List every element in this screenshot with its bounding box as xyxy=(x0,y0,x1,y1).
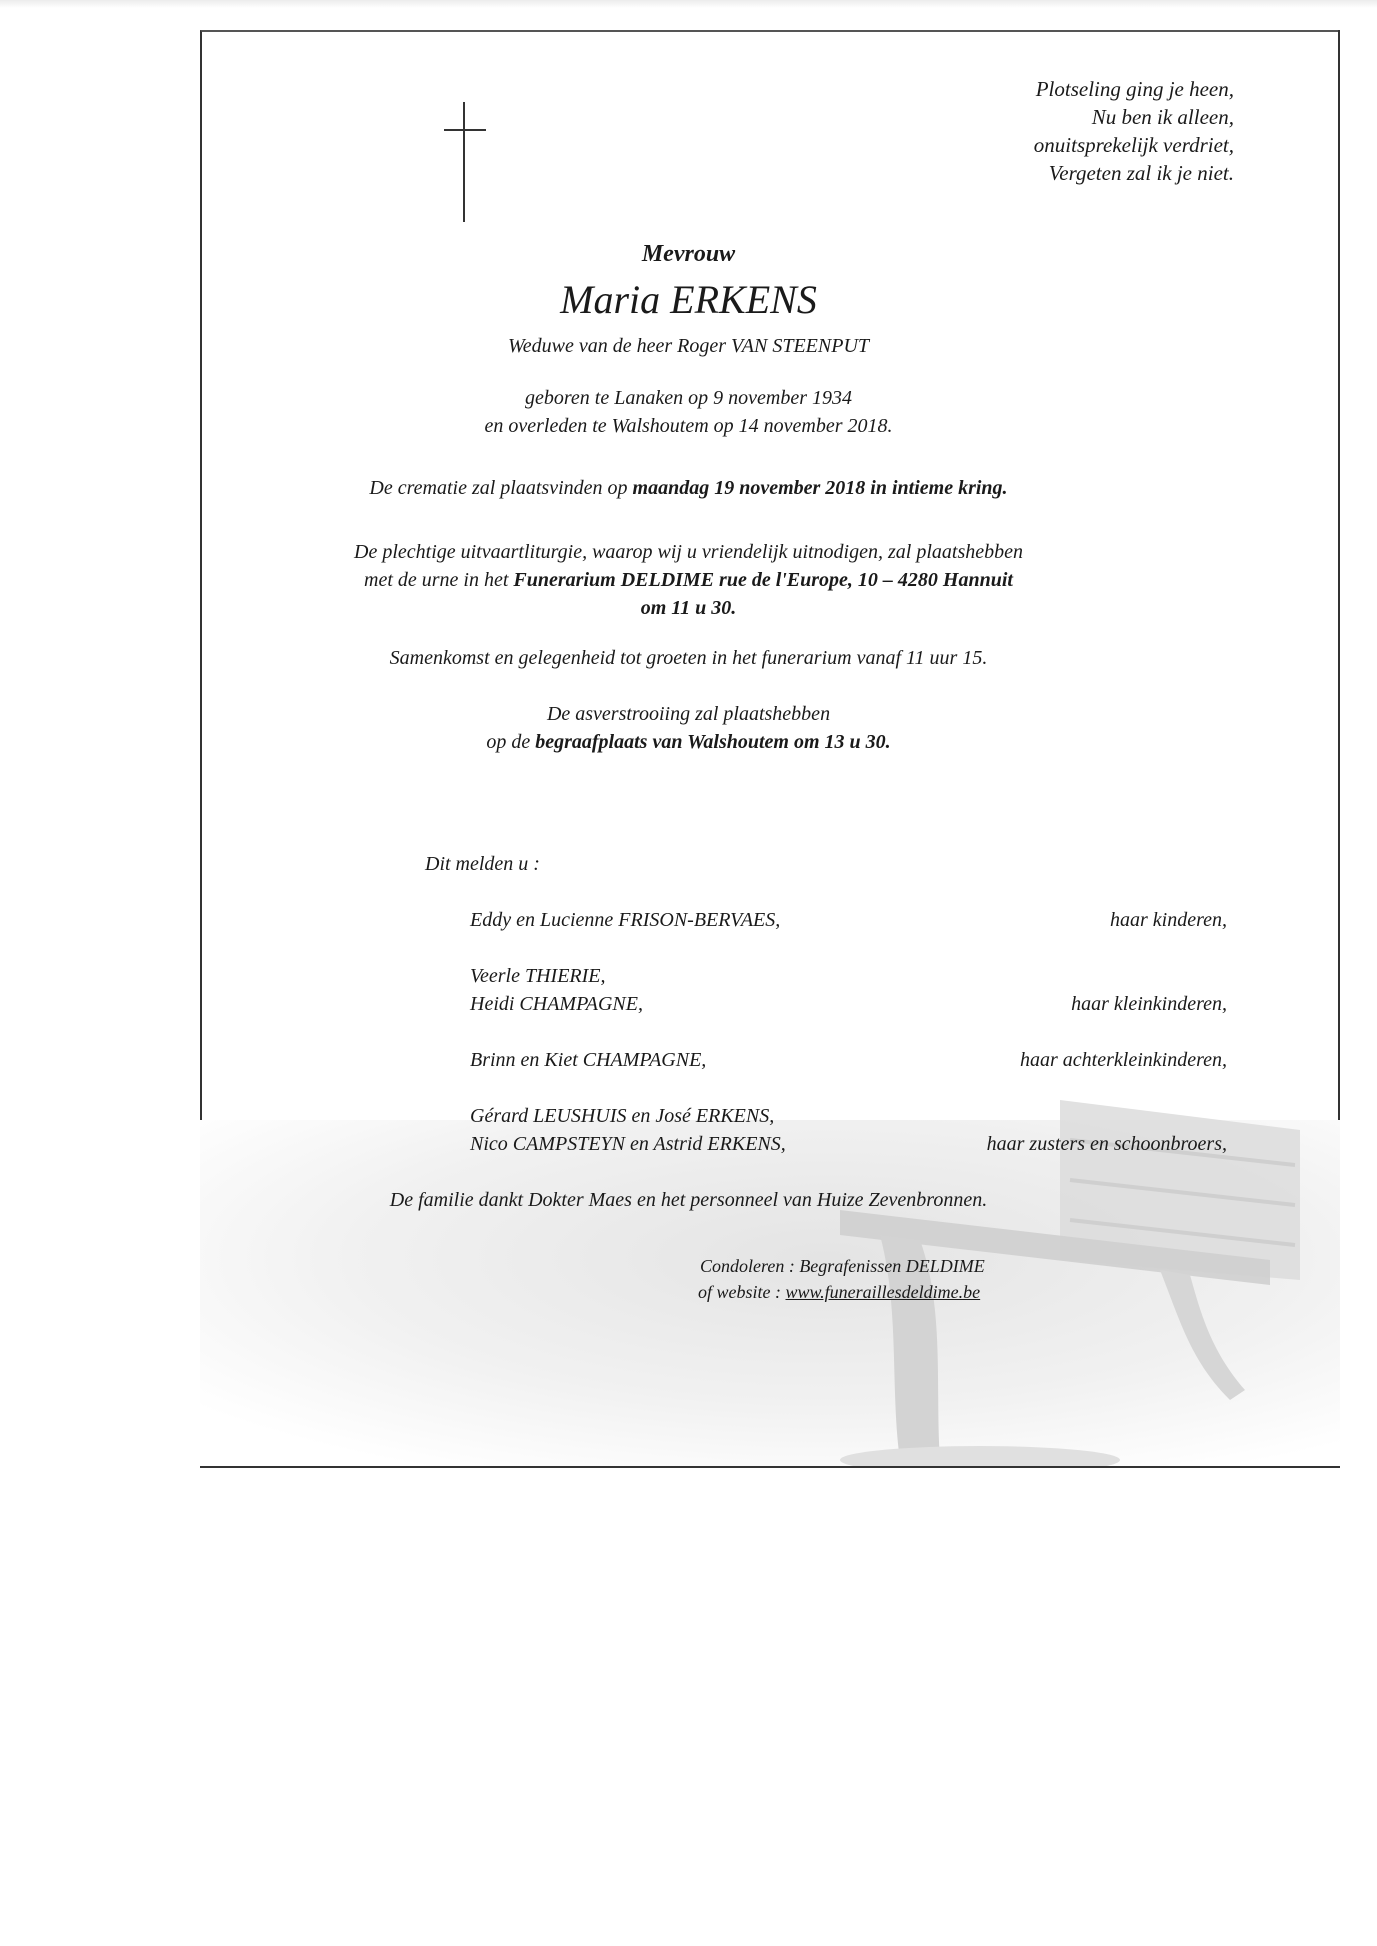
cremation-date: maandag 19 november 2018 in intieme kring. xyxy=(632,477,1008,499)
poem-line: Nu ben ik alleen, xyxy=(1091,105,1234,129)
deceased-name: Maria ERKENS xyxy=(560,277,817,322)
poem-line: Vergeten zal ik je niet. xyxy=(1048,161,1234,185)
liturgy-line-2 xyxy=(0,566,1377,594)
condolences-line-2 xyxy=(698,1278,980,1306)
family-member: Brinn en Kiet CHAMPAGNE, xyxy=(470,1049,707,1071)
death-line: en overleden te Walshoutem op 14 november 2018. xyxy=(484,415,893,437)
gathering-line: Samenkomst en gelegenheid tot groeten in het funerarium vanaf 11 uur 15. xyxy=(389,647,988,669)
liturgy-text: met de urne in het xyxy=(364,569,514,591)
family-relation: haar achterkleinkinderen, xyxy=(1020,1049,1227,1071)
liturgy-line-1: De plechtige uitvaartliturgie, waarop wij u vriendelijk uitnodigen, zal plaatshebben xyxy=(354,541,1023,563)
family-member: Gérard LEUSHUIS en José ERKENS, xyxy=(470,1105,775,1127)
cremation-text: De crematie zal plaatsvinden op xyxy=(369,477,633,499)
family-relation: haar kinderen, xyxy=(1109,909,1227,931)
announce-label: Dit melden u : xyxy=(425,853,540,875)
scattering-text: op de xyxy=(486,731,536,753)
widow-of-line: Weduwe van de heer Roger VAN STEENPUT xyxy=(507,335,870,357)
scan-edge-shade xyxy=(0,0,1377,8)
condolences-label: of website : xyxy=(698,1282,786,1302)
honorific-title: Mevrouw xyxy=(641,241,736,267)
family-member: Veerle THIERIE, xyxy=(470,965,606,987)
family-member: Nico CAMPSTEYN en Astrid ERKENS, xyxy=(470,1133,786,1155)
scattering-location: begraafplaats van Walshoutem om 13 u 30. xyxy=(535,731,891,753)
cross-icon xyxy=(440,102,490,222)
poem-line: onuitsprekelijk verdriet, xyxy=(1033,133,1234,157)
scattering-line-1: De asverstrooiing zal plaatshebben xyxy=(546,703,831,725)
poem xyxy=(1034,75,1234,187)
website-link[interactable]: www.funeraillesdeldime.be xyxy=(785,1282,981,1302)
liturgy-time: om 11 u 30. xyxy=(640,597,737,619)
poem-line: Plotseling ging je heen, xyxy=(1035,77,1234,101)
family-member: Eddy en Lucienne FRISON-BERVAES, xyxy=(470,909,781,931)
scattering-line-2 xyxy=(0,728,1377,756)
family-relation: haar zusters en schoonbroers, xyxy=(986,1133,1227,1155)
family-member: Heidi CHAMPAGNE, xyxy=(470,993,643,1015)
condolences-line-1: Condoleren : Begrafenissen DELDIME xyxy=(700,1256,985,1276)
thanks-line: De familie dankt Dokter Maes en het personneel van Huize Zevenbronnen. xyxy=(389,1189,988,1211)
birth-line: geboren te Lanaken op 9 november 1934 xyxy=(525,387,852,409)
liturgy-location: Funerarium DELDIME rue de l'Europe, 10 – 4280 Hannuit xyxy=(513,569,1013,591)
cremation-line xyxy=(0,474,1377,502)
family-relation: haar kleinkinderen, xyxy=(1071,993,1227,1015)
